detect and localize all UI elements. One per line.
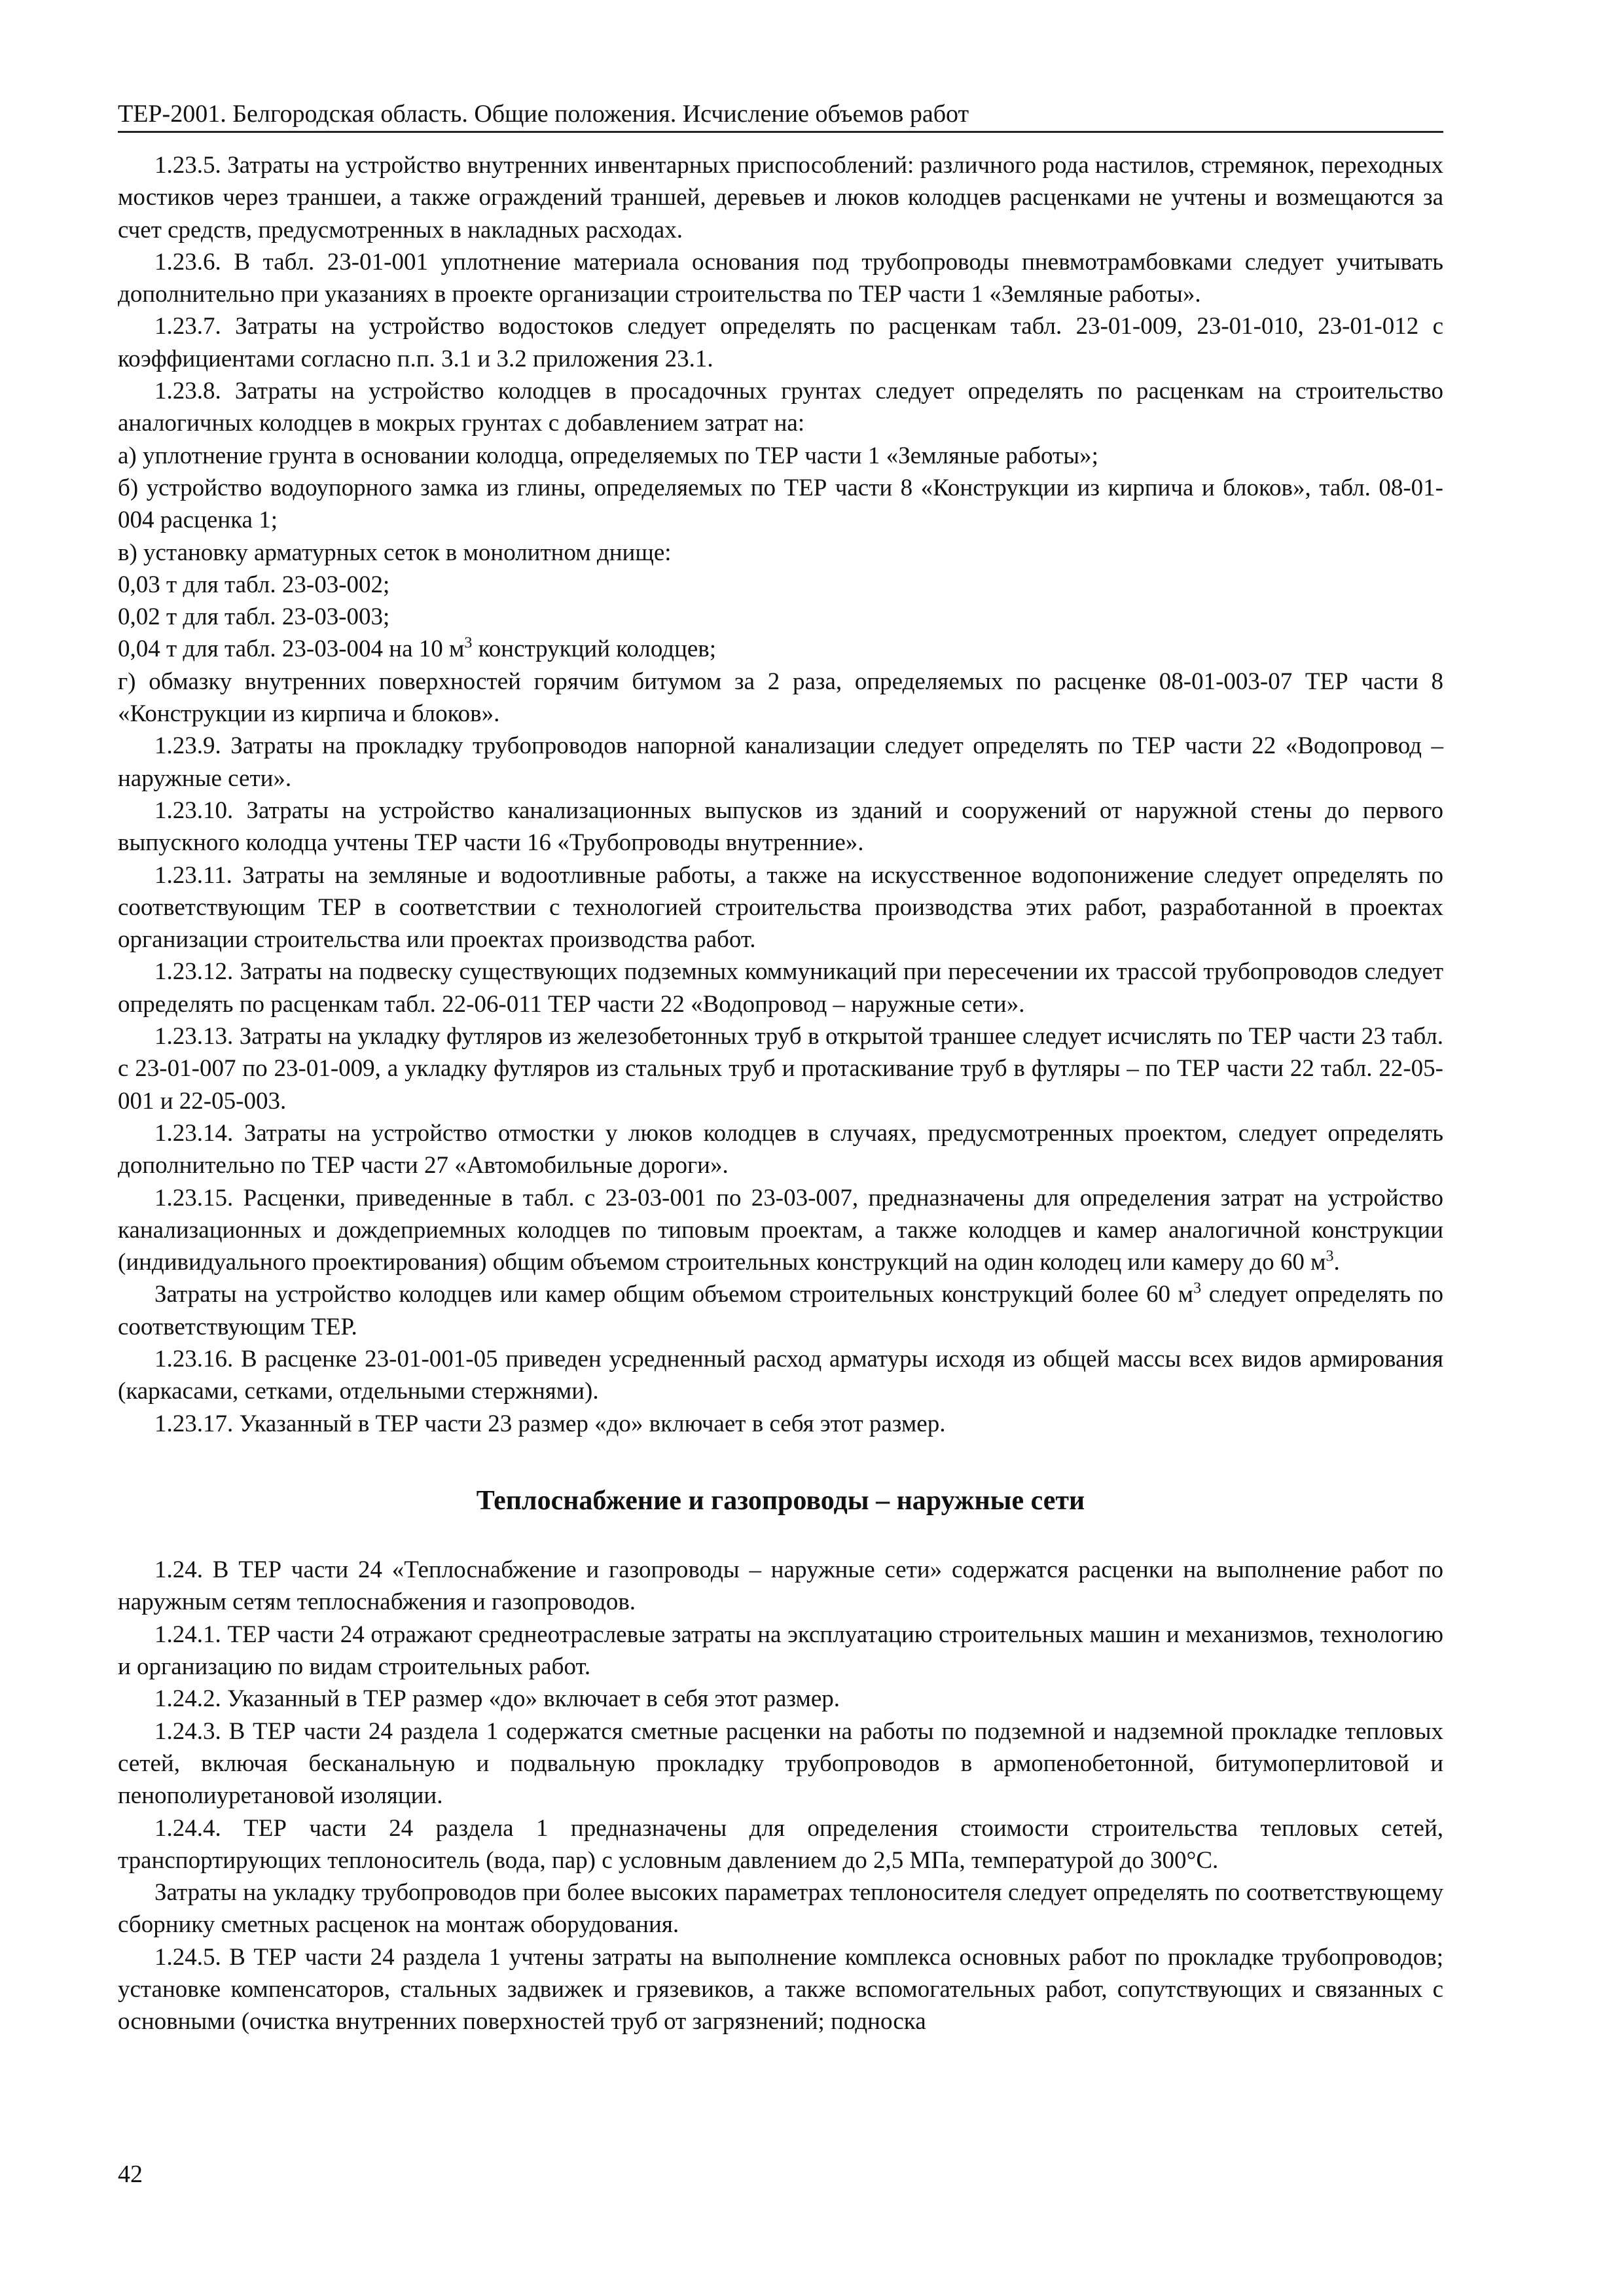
paragraph-1-23-16: 1.23.16. В расценке 23-01-001-05 приведен усредненный расход арматуры исходя из общей массы всех видов армирования (каркасами, сетками, отдельными стержнями). [118,1345,1443,1405]
list-subitem-0-04-tail: конструкций колодцев; [472,636,717,663]
paragraph-1-23-15-text: 1.23.15. Расценки, приведенные в табл. с 23-03-001 по 23-03-007, предназначены для определения затрат на устройство канализационных и дождеприемных колодцев по типовым проектам, а также колодцев и камер аналогичной конструкции (индивидуального проектирования) общим объемом строительных конструкций на один колодец или камеру до 60 м [118,1184,1443,1276]
paragraph-wells-over-60 [118,1278,1443,1343]
paragraph-1-23-17: 1.23.17. Указанный в ТЕР части 23 размер «до» включает в себя этот размер. [154,1410,946,1437]
paragraph-1-24-1: 1.24.1. ТЕР части 24 отражают среднеотраслевые затраты на эксплуатацию строительных машин и механизмов, технологию и организацию по видам строительных работ. [118,1621,1443,1681]
paragraph-1-23-8: 1.23.8. Затраты на устройство колодцев в просадочных грунтах следует определять по расценкам на строительство аналогичных колодцев в мокрых грунтах с добавлением затрат на: [118,378,1443,437]
list-subitem-0-04 [118,633,1443,665]
list-subitem-0-02: 0,02 т для табл. 23-03-003; [118,603,390,631]
paragraph-1-23-12: 1.23.12. Затраты на подвеску существующих подземных коммуникаций при пересечении их трассой трубопроводов следует определять по расценкам табл. 22-06-011 ТЕР части 22 «Водопровод – наружные сети». [118,958,1443,1018]
paragraph-1-23-14: 1.23.14. Затраты на устройство отмостки у люков колодцев в случаях, предусмотренных проектом, следует определять дополнительно по ТЕР части 27 «Автомобильные дороги». [118,1119,1443,1179]
list-subitem-0-03: 0,03 т для табл. 23-03-002; [118,571,390,598]
list-item-b: б) устройство водоупорного замка из глины, определяемых по ТЕР части 8 «Конструкции из кирпича и блоков», табл. 08-01-004 расценка 1; [118,474,1443,534]
paragraph-1-23-5: 1.23.5. Затраты на устройство внутренних инвентарных приспособлений: различного рода настилов, стремянок, переходных мостиков через траншеи, а также ограждений траншей, деревьев и люков колодцев расценками не учтены и возмещаются за счет средств, предусмотренных в накладных расходах. [118,152,1443,243]
section-title: Теплоснабжение и газопроводы – наружные сети [476,1485,1085,1516]
page-number: 42 [118,2161,143,2188]
superscript-cubic: 3 [1326,1247,1334,1265]
paragraph-wells-tail: следует определять по соответствующим ТЕР. [118,1281,1444,1340]
paragraph-1-24-3: 1.24.3. В ТЕР части 24 раздела 1 содержатся сметные расценки на работы по подземной и надземной прокладке тепловых сетей, включая бесканальную и подвальную прокладку трубопроводов в армопенобетонной, битумоперлитовой и пенополиуретановой изоляции. [118,1717,1443,1810]
superscript-cubic: 3 [1193,1280,1202,1298]
list-item-v: в) установку арматурных сеток в монолитном днище: [118,539,672,566]
paragraph-1-24-2: 1.24.2. Указанный в ТЕР размер «до» включает в себя этот размер. [154,1685,840,1713]
list-item-g: г) обмазку внутренних поверхностей горячим битумом за 2 раза, определяемых по расценке 08-01-003-07 ТЕР части 8 «Конструкции из кирпича и блоков». [118,668,1443,728]
running-header: ТЕР-2001. Белгородская область. Общие положения. Исчисление объемов работ [118,100,969,128]
paragraph-wells-text: Затраты на устройство колодцев или камер общим объемом строительных конструкций более 60 м [154,1281,1194,1308]
paragraph-1-23-13: 1.23.13. Затраты на укладку футляров из железобетонных труб в открытой траншее следует исчислять по ТЕР части 23 табл. с 23-01-007 по 23-01-009, а укладку футляров из стальных труб и протаскивание труб в футляры – по ТЕР части 22 табл. 22-05-001 и 22-05-003. [118,1023,1443,1115]
paragraph-heat-carrier: Затраты на укладку трубопроводов при более высоких параметрах теплоносителя следует определять по соответствующему сборнику сметных расценок на монтаж оборудования. [118,1879,1443,1939]
paragraph-1-23-11: 1.23.11. Затраты на земляные и водоотливные работы, а также на искусственное водопонижение следует определять по соответствующим ТЕР в соответствии с технологией строительства производства этих работ, разработанной в проектах организации строительства или проектах производства работ. [118,861,1443,954]
paragraph-1-23-9: 1.23.9. Затраты на прокладку трубопроводов напорной канализации следует определять по ТЕР части 22 «Водопровод – наружные сети». [118,732,1443,792]
paragraph-1-24-5: 1.24.5. В ТЕР части 24 раздела 1 учтены затраты на выполнение комплекса основных работ по прокладке трубопроводов; установке компенсаторов, стальных задвижек и грязевиков, а также вспомогательных работ, сопутствующих и связанных с основными (очистка внутренних поверхностей труб от загрязнений; подноска [118,1943,1443,2036]
superscript-cubic: 3 [464,635,473,653]
paragraph-1-24: 1.24. В ТЕР части 24 «Теплоснабжение и газопроводы – наружные сети» содержатся расценки на выполнение работ по наружным сетям теплоснабжения и газопроводов. [118,1556,1443,1616]
list-subitem-0-04-text: 0,04 т для табл. 23-03-004 на 10 м [118,636,465,663]
paragraph-1-23-7: 1.23.7. Затраты на устройство водостоков следует определять по расценкам табл. 23-01-009, 23-01-010, 23-01-012 с коэффициентами согласно п.п. 3.1 и 3.2 приложения 23.1. [118,313,1443,372]
header-divider [118,131,1443,133]
paragraph-1-23-15-tail: . [1333,1249,1340,1276]
document-body [118,149,1443,2038]
paragraph-1-23-6: 1.23.6. В табл. 23-01-001 уплотнение материала основания под трубопроводы пневмотрамбовками следует учитывать дополнительно при указаниях в проекте организации строительства по ТЕР части 1 «Земляные работы». [118,248,1443,308]
paragraph-1-24-4: 1.24.4. ТЕР части 24 раздела 1 предназначены для определения стоимости строительства тепловых сетей, транспортирующих теплоноситель (вода, пар) с условным давлением до 2,5 МПа, температурой до 300°С. [118,1814,1443,1874]
paragraph-1-23-10: 1.23.10. Затраты на устройство канализационных выпусков из зданий и сооружений от наружной стены до первого выпускного колодца учтены ТЕР части 16 «Трубопроводы внутренние». [118,797,1443,857]
list-item-a: а) уплотнение грунта в основании колодца, определяемых по ТЕР части 1 «Земляные работы»; [118,442,1098,469]
paragraph-1-23-15 [118,1182,1443,1279]
